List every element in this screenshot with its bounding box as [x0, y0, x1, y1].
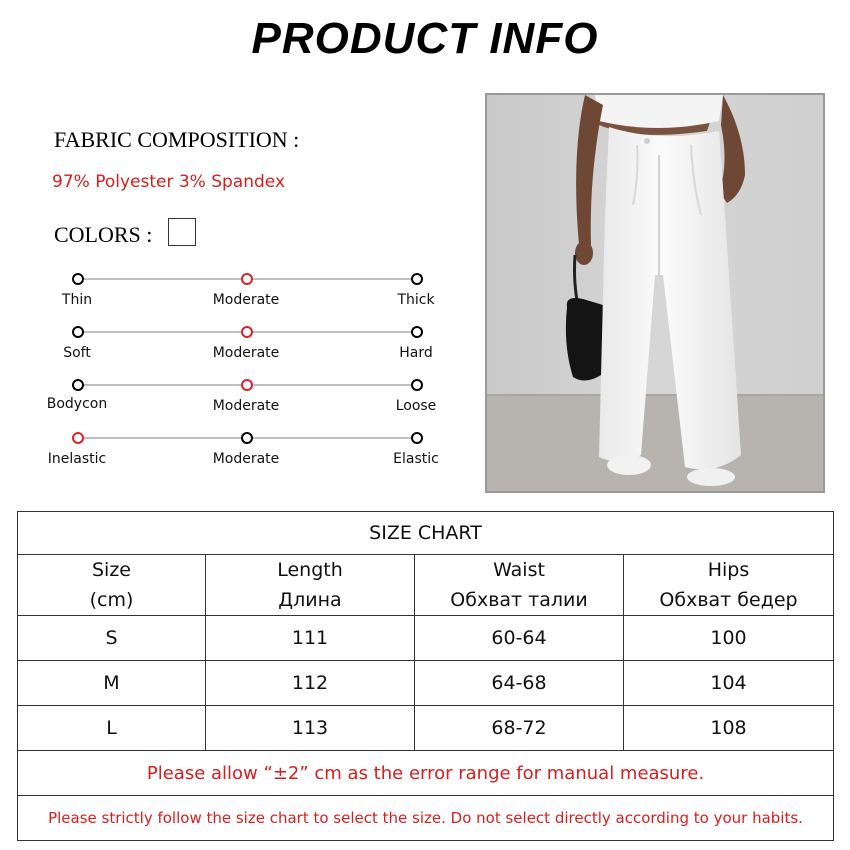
measure-error-note: Please allow “±2” cm as the error range for manual measure.	[18, 751, 834, 796]
scale-dot-moderate-selected	[241, 379, 253, 391]
table-row	[18, 661, 834, 706]
header-size-unit: (cm)	[89, 589, 134, 611]
scale-label-soft: Soft	[63, 345, 91, 361]
scale-dot-inelastic-selected	[72, 432, 84, 444]
scale-label-elastic: Elastic	[393, 451, 439, 467]
cell-size: L	[18, 706, 206, 751]
product-photo-illustration	[487, 95, 823, 491]
cell-length: 113	[206, 706, 415, 751]
table-row	[18, 616, 834, 661]
table-row	[18, 706, 834, 751]
scale-dot-thin	[72, 273, 84, 285]
header-hips-ru: Обхват бедер	[659, 589, 798, 611]
scale-label-inelastic: Inelastic	[47, 451, 107, 467]
scale-dot-thick	[411, 273, 423, 285]
fabric-composition-label: FABRIC COMPOSITION :	[54, 127, 300, 152]
product-photo	[485, 93, 825, 493]
header-size-en: Size	[91, 559, 131, 581]
cell-size: S	[18, 616, 206, 661]
thickness-scale	[40, 270, 460, 310]
elasticity-scale	[40, 429, 460, 469]
cell-hips: 108	[624, 706, 834, 751]
scale-label-thin: Thin	[61, 292, 93, 308]
softness-scale	[40, 323, 460, 363]
scale-label-loose: Loose	[395, 398, 437, 414]
page-title: PRODUCT INFO	[251, 14, 599, 63]
colors-label: COLORS :	[54, 222, 153, 247]
cell-size: M	[18, 661, 206, 706]
header-length-ru: Длина	[278, 589, 342, 611]
scale-label-moderate: Moderate	[212, 451, 280, 467]
header-length	[206, 555, 415, 616]
scale-label-bodycon: Bodycon	[46, 396, 108, 412]
scale-label-moderate: Moderate	[212, 345, 280, 361]
cell-hips: 104	[624, 661, 834, 706]
header-hips	[624, 555, 834, 616]
size-chart-title: SIZE CHART	[18, 512, 834, 555]
cell-waist: 64-68	[415, 661, 624, 706]
size-chart-table	[17, 511, 834, 841]
scale-dot-bodycon	[72, 379, 84, 391]
scale-label-hard: Hard	[399, 345, 433, 361]
scale-dot-loose	[411, 379, 423, 391]
measure-error-note-row	[18, 751, 834, 796]
header-waist-en: Waist	[493, 559, 545, 581]
size-advice-note-row	[18, 796, 834, 841]
header-length-en: Length	[277, 559, 343, 581]
scale-dot-moderate-selected	[241, 273, 253, 285]
cell-length: 112	[206, 661, 415, 706]
cell-waist: 68-72	[415, 706, 624, 751]
cell-length: 111	[206, 616, 415, 661]
header-waist	[415, 555, 624, 616]
fabric-composition-value: 97% Polyester 3% Spandex	[52, 172, 286, 192]
scale-label-moderate: Moderate	[212, 292, 280, 308]
cell-waist: 60-64	[415, 616, 624, 661]
color-swatch-white[interactable]	[168, 218, 196, 246]
header-size	[18, 555, 206, 616]
cell-hips: 100	[624, 616, 834, 661]
scale-dot-moderate	[241, 432, 253, 444]
scale-label-moderate: Moderate	[212, 398, 280, 414]
size-chart-title-row	[18, 512, 834, 555]
size-advice-note: Please strictly follow the size chart to select the size. Do not select directly according to your habits.	[18, 796, 834, 841]
scale-dot-moderate-selected	[241, 326, 253, 338]
size-chart-header-row	[18, 555, 834, 616]
scale-label-thick: Thick	[397, 292, 435, 308]
scale-dot-soft	[72, 326, 84, 338]
header-hips-en: Hips	[707, 559, 750, 581]
scale-dot-hard	[411, 326, 423, 338]
scale-dot-elastic	[411, 432, 423, 444]
fit-scale	[40, 376, 460, 416]
header-waist-ru: Обхват талии	[450, 589, 588, 611]
